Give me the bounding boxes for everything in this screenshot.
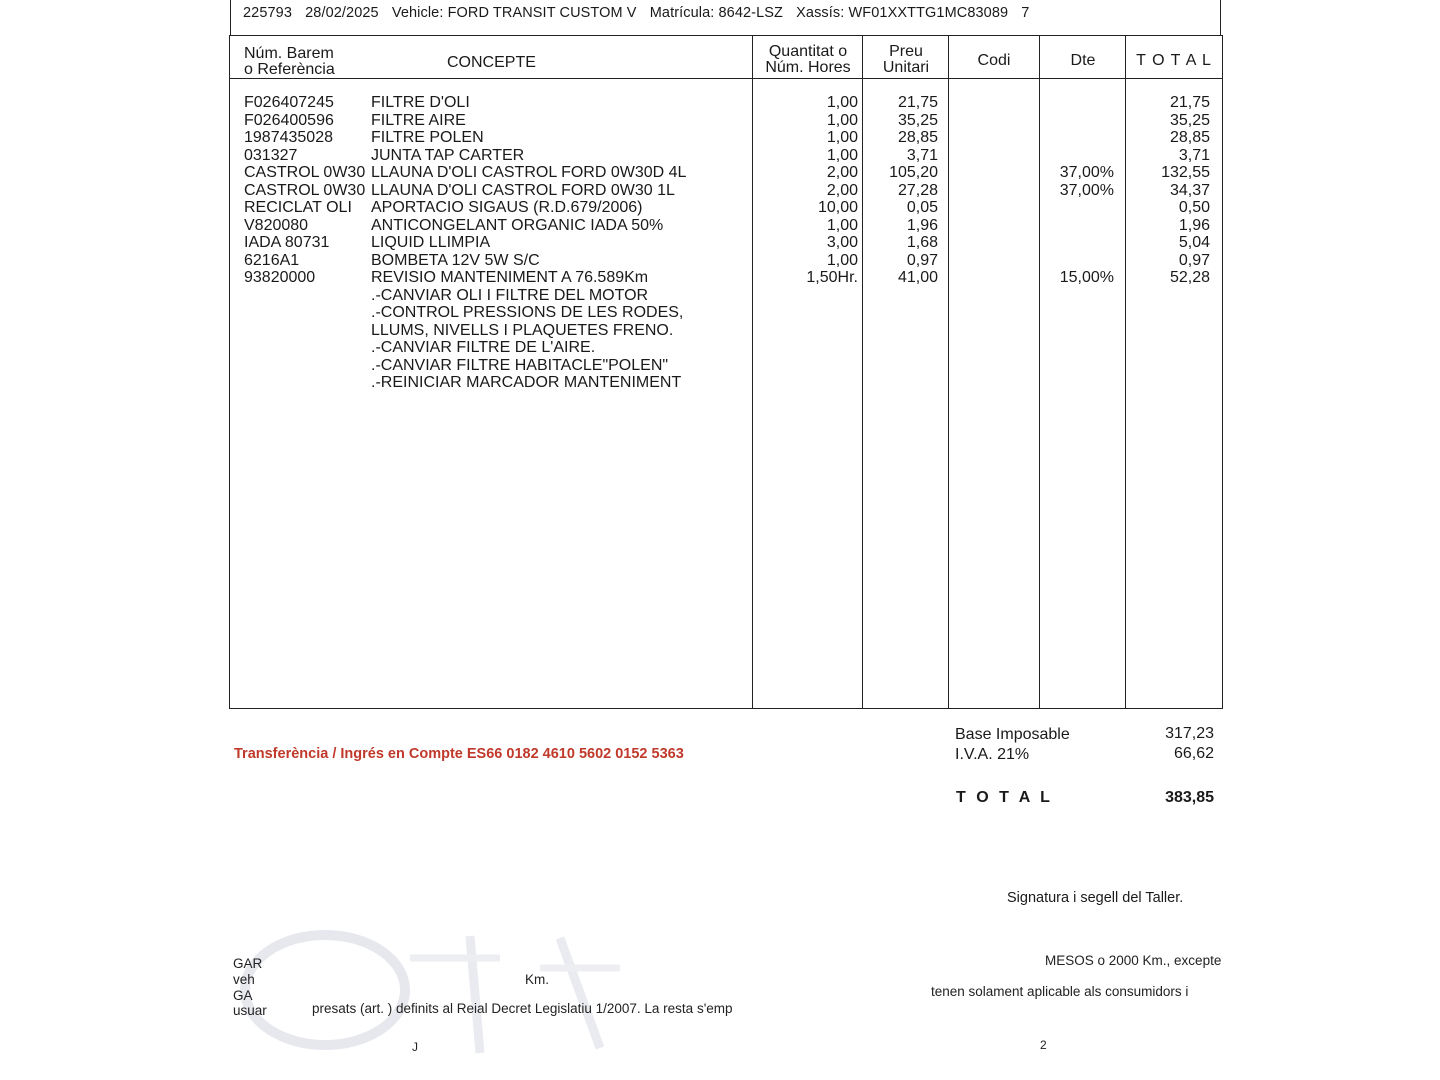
- cell-price: 3,71: [906, 146, 938, 164]
- header-line: [243, 5, 1038, 21]
- cell-dte: 15,00%: [1059, 269, 1114, 286]
- col-header-ref: [244, 46, 335, 78]
- footer-line-2-left: veh: [233, 972, 255, 987]
- cell-price: 0,05: [906, 199, 938, 216]
- invoice-number: 225793: [243, 5, 292, 21]
- table-row: [0, 339, 1440, 357]
- workshop-logo-watermark: [240, 928, 660, 1058]
- col-header-price-line1: Preu: [889, 43, 923, 60]
- cell-total: 28,85: [1169, 129, 1210, 146]
- vat-value: 66,62: [1173, 745, 1214, 762]
- cell-concept: FILTRE AIRE: [371, 111, 466, 129]
- cell-concept: REVISIO MANTENIMENT A 76.589Km: [371, 269, 649, 286]
- col-header-ref-line1: Núm. Barem: [244, 45, 334, 62]
- footer-line-1-right: MESOS o 2000 Km., excepte: [1045, 953, 1222, 968]
- cell-price: 35,25: [897, 111, 938, 129]
- table-row: [0, 234, 1440, 252]
- cell-concept: ANTICONGELANT ORGANIC IADA 50%: [371, 216, 664, 234]
- cell-total: 1,96: [1178, 216, 1210, 234]
- col-header-qty: [753, 44, 863, 76]
- bank-transfer-info: Transferència / Ingrés en Compte ES66 0182 4610 5602 0152 5363: [234, 746, 684, 762]
- table-row: [0, 322, 1440, 340]
- cell-price: 1,68: [906, 234, 938, 251]
- col-header-ref-line2: o Referència: [244, 61, 335, 78]
- cell-qty: 1,50Hr.: [806, 269, 858, 286]
- cell-ref: 93820000: [244, 269, 316, 286]
- cell-ref: IADA 80731: [244, 234, 330, 251]
- cell-ref: F026400596: [244, 111, 334, 129]
- cell-qty: 1,00: [826, 146, 858, 164]
- cell-qty: 1,00: [826, 216, 858, 234]
- cell-qty: 1,00: [826, 111, 858, 129]
- cell-price: 41,00: [897, 269, 938, 286]
- col-header-price: [863, 44, 949, 76]
- cell-ref: 031327: [244, 146, 298, 164]
- cell-price: 0,97: [906, 251, 938, 269]
- cell-total: 35,25: [1169, 111, 1210, 129]
- cell-concept: .-CANVIAR FILTRE HABITACLE"POLEN": [371, 356, 669, 374]
- cell-qty: 10,00: [817, 199, 858, 216]
- col-header-qty-line1: Quantitat o: [768, 43, 848, 60]
- cell-concept: JUNTA TAP CARTER: [371, 146, 525, 164]
- cell-ref: V820080: [244, 216, 309, 234]
- header-trailing: 7: [1021, 5, 1030, 21]
- cell-qty: 2,00: [826, 164, 858, 181]
- cell-concept: APORTACIO SIGAUS (R.D.679/2006): [371, 199, 643, 216]
- table-row: [0, 304, 1440, 322]
- cell-total: 21,75: [1169, 94, 1210, 111]
- cell-ref: CASTROL 0W30: [244, 181, 366, 199]
- chassis-info: Xassís: WF01XXTTG1MC83089: [796, 5, 1009, 21]
- cell-total: 0,50: [1178, 199, 1210, 216]
- col-header-total: T O T A L: [1136, 52, 1212, 69]
- col-header-discount: Dte: [1070, 52, 1096, 69]
- table-header-divider: [229, 78, 1223, 79]
- cell-total: 52,28: [1169, 269, 1210, 286]
- cell-ref: 6216A1: [244, 251, 300, 269]
- cell-qty: 2,00: [826, 181, 858, 199]
- col-header-price-line2: Unitari: [882, 59, 930, 76]
- table-row: [0, 357, 1440, 375]
- base-value: 317,23: [1165, 725, 1214, 742]
- cell-price: 27,28: [897, 181, 938, 199]
- cell-concept: .-CANVIAR FILTRE DE L'AIRE.: [371, 339, 596, 356]
- plate-info: Matrícula: 8642-LSZ: [649, 5, 783, 21]
- cell-concept: LLUMS, NIVELLS I PLAQUETES FRENO.: [371, 321, 674, 339]
- footer-line-4-left: usuar: [233, 1003, 267, 1018]
- cell-price: 1,96: [906, 216, 938, 234]
- table-row: [0, 374, 1440, 392]
- signature-label: Signatura i segell del Taller.: [1007, 890, 1184, 906]
- footer-line-3-right: tenen solament aplicable als consumidors i: [931, 984, 1189, 999]
- cell-concept: .-CONTROL PRESSIONS DE LES RODES,: [371, 304, 684, 321]
- cell-total: 3,71: [1178, 146, 1210, 164]
- table-row: [0, 199, 1440, 217]
- base-label: Base Imposable: [955, 726, 1070, 743]
- cell-ref: CASTROL 0W30: [244, 164, 366, 181]
- table-row: [0, 164, 1440, 182]
- cell-concept: FILTRE POLEN: [371, 129, 484, 146]
- cell-qty: 1,00: [826, 94, 858, 111]
- footer-line-1-left: GAR: [233, 956, 263, 971]
- table-row: [0, 182, 1440, 200]
- footer-line-4-mid: presats (art. ) definits al Reial Decret Legislatiu 1/2007. La resta s'emp: [312, 1001, 733, 1016]
- cell-concept: .-CANVIAR OLI I FILTRE DEL MOTOR: [371, 286, 649, 304]
- footer-line-3-left: GA: [233, 988, 253, 1003]
- cell-dte: 37,00%: [1059, 181, 1114, 199]
- invoice-date: 28/02/2025: [305, 5, 379, 21]
- cell-ref: F026407245: [244, 94, 334, 111]
- cell-concept: LIQUID LLIMPIA: [371, 234, 491, 251]
- table-row: [0, 147, 1440, 165]
- cell-qty: 1,00: [826, 251, 858, 269]
- cell-concept: FILTRE D'OLI: [371, 94, 470, 111]
- cell-price: 21,75: [897, 94, 938, 111]
- table-row: [0, 217, 1440, 235]
- cell-total: 5,04: [1178, 234, 1210, 251]
- vat-label: I.V.A. 21%: [955, 746, 1030, 763]
- cell-ref: 1987435028: [244, 129, 333, 146]
- col-header-code: Codi: [977, 52, 1011, 69]
- table-row: [0, 94, 1440, 112]
- page-number: 2: [1040, 1038, 1047, 1052]
- cell-ref: RECICLAT OLI: [244, 199, 352, 216]
- vehicle-info: Vehicle: FORD TRANSIT CUSTOM V: [391, 5, 637, 21]
- cell-price: 105,20: [889, 164, 938, 181]
- cell-total: 132,55: [1161, 164, 1210, 181]
- cell-concept: .-REINICIAR MARCADOR MANTENIMENT: [371, 374, 682, 391]
- table-row: [0, 252, 1440, 270]
- col-header-qty-line2: Núm. Hores: [765, 59, 851, 76]
- table-row: [0, 129, 1440, 147]
- cell-concept: BOMBETA 12V 5W S/C: [371, 251, 540, 269]
- cell-dte: 37,00%: [1059, 164, 1114, 181]
- col-header-concept: CONCEPTE: [447, 54, 536, 71]
- table-row: [0, 112, 1440, 130]
- cell-concept: LLAUNA D'OLI CASTROL FORD 0W30 1L: [371, 181, 675, 199]
- cell-total: 0,97: [1178, 251, 1210, 269]
- table-row: [0, 287, 1440, 305]
- grand-total-value: 383,85: [1165, 789, 1214, 806]
- cell-qty: 3,00: [826, 234, 858, 251]
- footer-mark: J: [412, 1040, 418, 1054]
- footer-line-2-mid: Km.: [525, 972, 550, 987]
- cell-price: 28,85: [897, 129, 938, 146]
- cell-total: 34,37: [1169, 181, 1210, 199]
- grand-total-label: T O T A L: [956, 789, 1053, 806]
- cell-qty: 1,00: [826, 129, 858, 146]
- table-row: [0, 269, 1440, 287]
- cell-concept: LLAUNA D'OLI CASTROL FORD 0W30D 4L: [371, 164, 687, 181]
